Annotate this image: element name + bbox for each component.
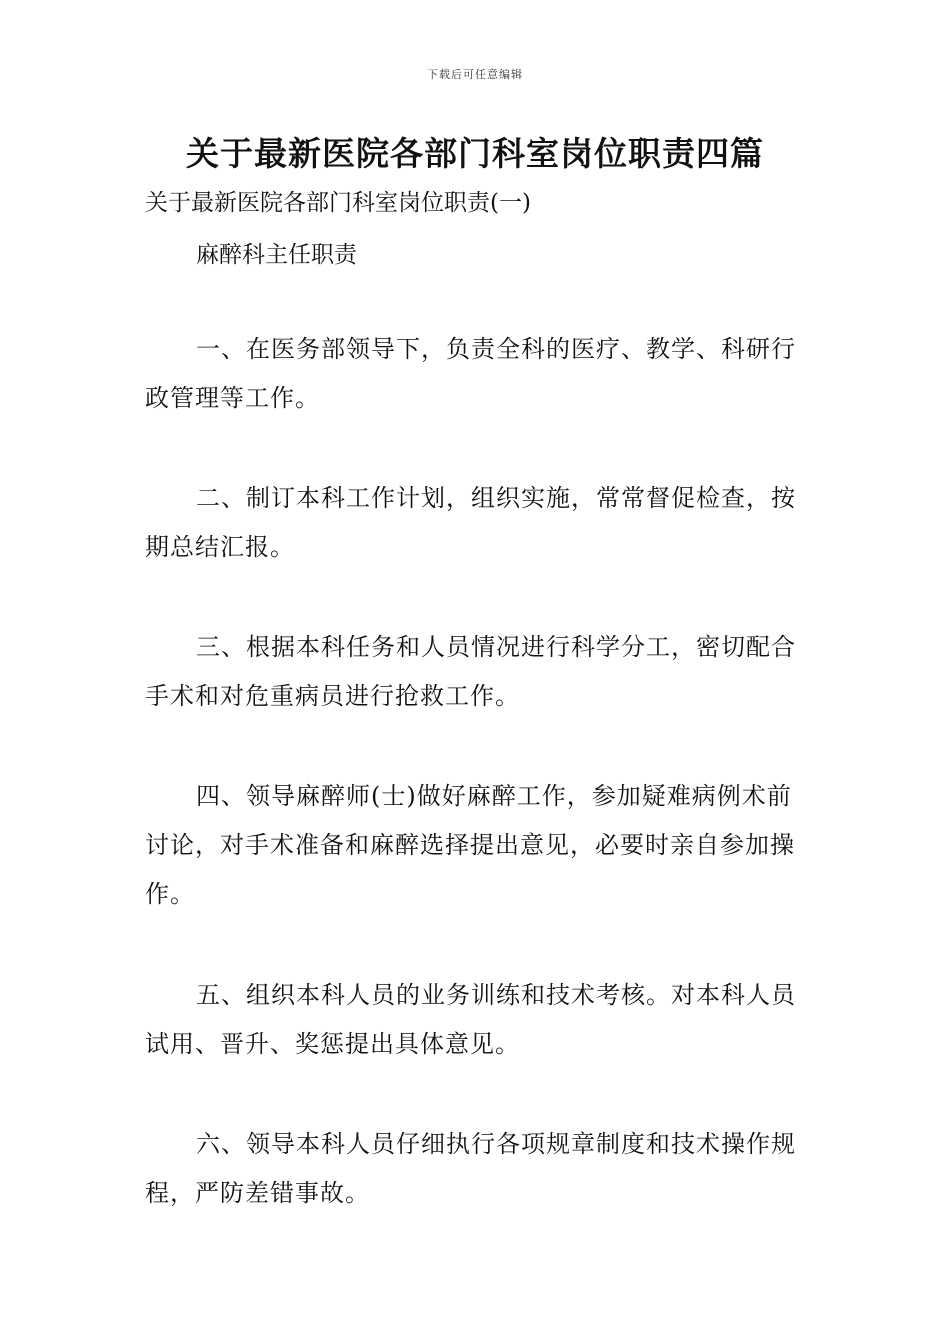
- header-note: 下载后可任意编辑: [427, 68, 523, 81]
- duty-paragraph-6: 六、领导本科人员仔细执行各项规章制度和技术操作规程，严防差错事故。: [145, 1130, 796, 1207]
- duty-paragraph-5: 五、组织本科人员的业务训练和技术考核。对本科人员试用、晋升、奖惩提出具体意见。: [145, 981, 796, 1058]
- duty-paragraph-1: 一、在医务部领导下，负责全科的医疗、教学、科研行政管理等工作。: [145, 335, 796, 412]
- duty-paragraph-3: 三、根据本科任务和人员情况进行科学分工，密切配合手术和对危重病员进行抢救工作。: [145, 633, 796, 710]
- duty-paragraph-4: 四、领导麻醉师(士)做好麻醉工作，参加疑难病例术前讨论，对手术准备和麻醉选择提出意见，必要时亲自参加操作。: [145, 782, 795, 908]
- duty-paragraph-2: 二、制订本科工作计划，组织实施，常常督促检查，按期总结汇报。: [145, 484, 796, 561]
- document-subtitle: 关于最新医院各部门科室岗位职责(一): [145, 190, 531, 216]
- role-heading: 麻醉科主任职责: [196, 242, 357, 268]
- document-title: 关于最新医院各部门科室岗位职责四篇: [186, 134, 764, 173]
